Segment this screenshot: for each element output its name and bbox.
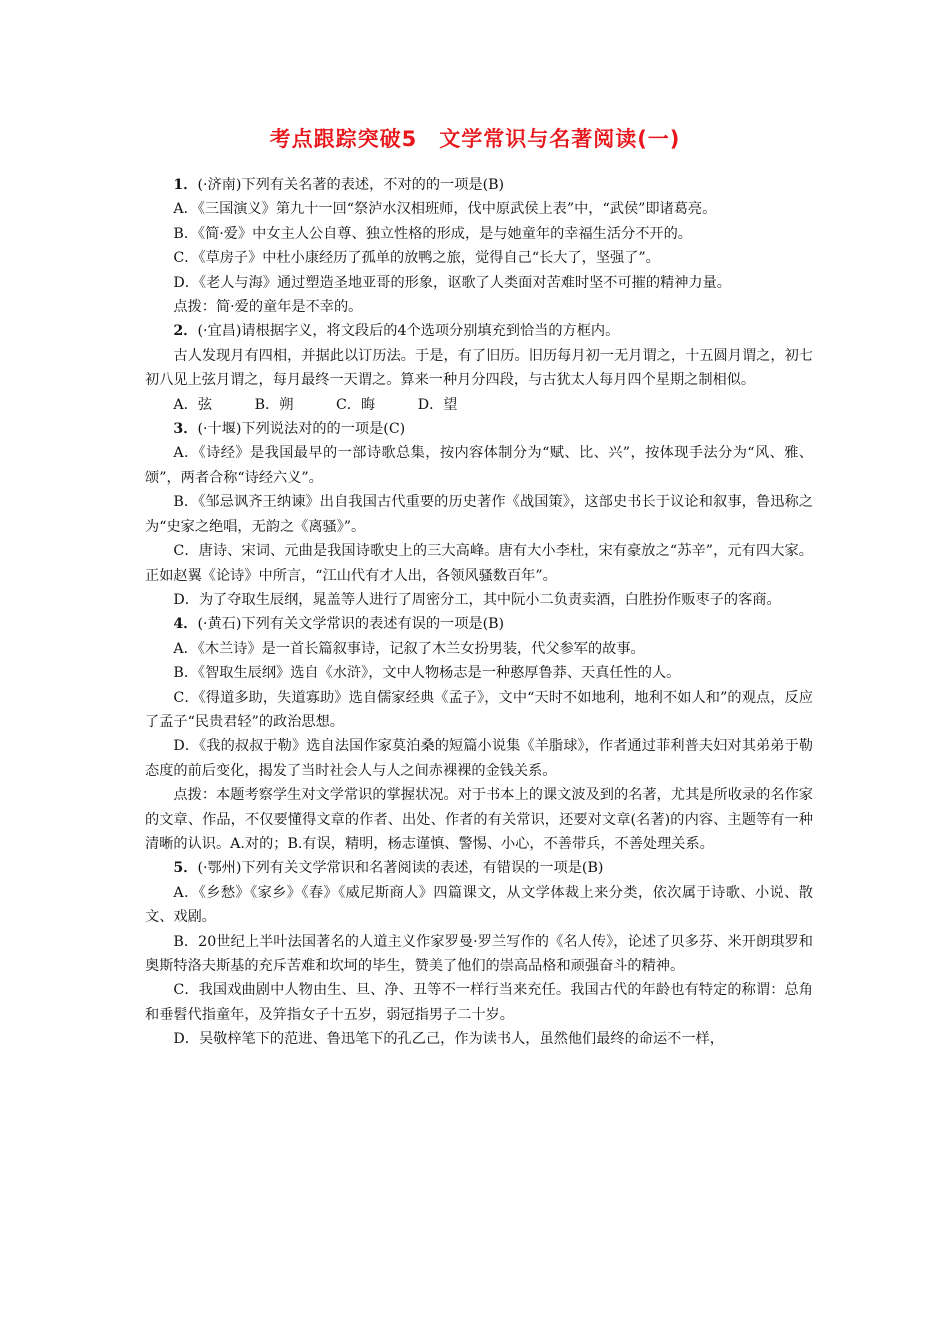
paragraph xyxy=(145,441,813,490)
paragraph xyxy=(145,393,813,417)
paragraph-text: D．为了夺取生辰纲，晁盖等人进行了周密分工，其中阮小二负责卖酒，白胜扮作贩枣子的客商。 xyxy=(173,591,781,608)
paragraph-text: 点拨：简·爱的童年是不幸的。 xyxy=(173,299,363,316)
question-stem xyxy=(145,417,813,441)
paragraph xyxy=(145,271,813,295)
page-title: 考点跟踪突破5 文学常识与名著阅读(一) xyxy=(269,127,681,151)
paragraph xyxy=(145,490,813,539)
paragraph-text: 古人发现月有四相，并据此以订历法。于是，有了旧历。旧历每月初一无月谓之，十五圆月谓之，初七初八见上弦月谓之，每月最终一天谓之。算来一种月分四段，与古犹太人每月四个星期之制相似。 xyxy=(145,347,813,389)
paragraph xyxy=(145,978,813,1027)
paragraph-text: (·黄石)下列有关文学常识的表述有误的一项是(B) xyxy=(197,616,505,633)
paragraph xyxy=(145,222,813,246)
paragraph-text: A．《乡愁》《家乡》《春》《威尼斯商人》四篇课文，从文学体裁上来分类，依次属于诗歌、小说、散文、戏剧。 xyxy=(145,884,813,926)
question-stem xyxy=(145,319,813,343)
document-body xyxy=(145,173,813,1052)
paragraph-text: C．《草房子》中杜小康经历了孤单的放鸭之旅，觉得自己“长大了，坚强了”。 xyxy=(173,250,660,267)
paragraph xyxy=(145,783,813,856)
paragraph-text: D．《我的叔叔于勒》选自法国作家莫泊桑的短篇小说集《羊脂球》，作者通过菲利普夫妇对其弟弟于勒态度的前后变化，揭发了当时社会人与人之间赤裸裸的金钱关系。 xyxy=(145,738,813,779)
paragraph-text: B．《简·爱》中女主人公自尊、独立性格的形成，是与她童年的幸福生活分不开的。 xyxy=(173,225,692,242)
paragraph xyxy=(145,246,813,270)
paragraph-text: C．我国戏曲剧中人物由生、旦、净、丑等不一样行当来充任。我国古代的年龄也有特定的称谓：总角和垂髫代指童年，及笄指女子十五岁，弱冠指男子二十岁。 xyxy=(145,982,813,1023)
question-number: 5． xyxy=(173,860,198,877)
question-number: 3． xyxy=(173,421,198,438)
paragraph-text: (·十堰)下列说法对的的一项是(C) xyxy=(197,421,406,438)
question-number: 1． xyxy=(173,177,198,193)
paragraph xyxy=(145,1027,813,1051)
question-stem xyxy=(145,612,813,636)
paragraph xyxy=(145,295,813,319)
paragraph-text: B．20世纪上半叶法国著名的人道主义作家罗曼·罗兰写作的《名人传》，论述了贝多芬、米开朗琪罗和奥斯特洛夫斯基的充斥苦难和坎坷的毕生，赞美了他们的崇高品格和顽强奋斗的精神。 xyxy=(145,933,813,974)
paragraph-text: A．弦 B．朔 C．晦 D．望 xyxy=(173,396,458,413)
paragraph xyxy=(145,686,813,735)
paragraph-text: (·济南)下列有关名著的表述，不对的的一项是(B) xyxy=(197,177,505,193)
paragraph xyxy=(145,661,813,685)
paragraph-text: A．《诗经》是我国最早的一部诗歌总集，按内容体制分为“赋、比、兴”，按体现手法分为“风、雅、颂”，两者合称“诗经六义”。 xyxy=(145,445,813,486)
paragraph xyxy=(145,197,813,221)
paragraph xyxy=(145,344,813,393)
paragraph-text: (·宜昌)请根据字义，将文段后的4个选项分别填充到恰当的方框内。 xyxy=(197,323,620,340)
question-number: 2． xyxy=(173,323,198,340)
paragraph xyxy=(145,637,813,661)
question-number: 4． xyxy=(173,616,198,633)
question-stem xyxy=(145,856,813,880)
paragraph xyxy=(145,588,813,612)
paragraph-text: B．《智取生辰纲》选自《水浒》，文中人物杨志是一种憨厚鲁莽、天真任性的人。 xyxy=(173,665,681,682)
paragraph xyxy=(145,539,813,588)
paragraph-text: C．唐诗、宋词、元曲是我国诗歌史上的三大高峰。唐有大小李杜，宋有豪放之“苏辛”，元有四大家。正如赵翼《论诗》中所言，“江山代有才人出，各领风骚数百年”。 xyxy=(145,543,813,584)
paragraph xyxy=(145,881,813,930)
paragraph-text: (·鄂州)下列有关文学常识和名著阅读的表述，有错误的一项是(B) xyxy=(197,860,604,877)
paragraph-text: A．《木兰诗》是一首长篇叙事诗，记叙了木兰女扮男装，代父参军的故事。 xyxy=(173,640,645,657)
paragraph-text: A．《三国演义》第九十一回“祭泸水汉相班师，伐中原武侯上表”中，“武侯”即诸葛亮。 xyxy=(173,201,717,218)
question-stem xyxy=(145,173,813,197)
paragraph-text: D．《老人与海》通过塑造圣地亚哥的形象，讴歌了人类面对苦难时坚不可摧的精神力量。 xyxy=(173,274,731,291)
paragraph xyxy=(145,930,813,979)
paragraph-text: C．《得道多助，失道寡助》选自儒家经典《孟子》，文中“天时不如地利，地利不如人和”的观点，反应了孟子“民贵君轻”的政治思想。 xyxy=(145,689,813,730)
paragraph-text: B．《邹忌讽齐王纳谏》出自我国古代重要的历史著作《战国策》，这部史书长于议论和叙事，鲁迅称之为“史家之绝唱，无韵之《离骚》”。 xyxy=(145,494,813,535)
paragraph-text: 点拨：本题考察学生对文学常识的掌握状况。对于书本上的课文波及到的名著，尤其是所收录的名作家的文章、作品，不仅要懂得文章的作者、出处、作者的有关常识，还要对文章(名著)的内容、主题等有一种清晰的认识。A.对的；B.有误，精明，杨志谨慎、警惕、小心，不善带兵，不善处理关系。 xyxy=(145,787,813,852)
paragraph xyxy=(145,734,813,783)
paragraph-text: D．吴敬梓笔下的范进、鲁迅笔下的孔乙己，作为读书人，虽然他们最终的命运不一样， xyxy=(173,1031,724,1048)
